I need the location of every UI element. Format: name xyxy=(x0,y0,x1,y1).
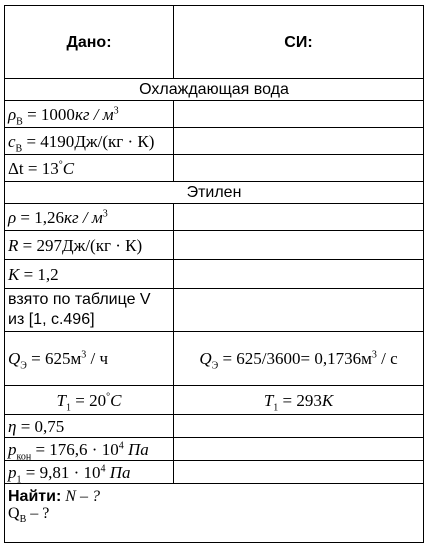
section-cooling-water: Охлаждающая вода xyxy=(5,79,424,101)
taken-si-cell xyxy=(174,289,424,332)
delta-t-si-cell xyxy=(174,155,424,182)
header-si: СИ: xyxy=(174,6,424,79)
t1-si-cell: $T_1 = 293К$ xyxy=(174,386,424,415)
find-item-q: $Q_В$ – ? xyxy=(8,505,50,526)
p1-cell: $p_1 = 9,81 \cdot 10^4$ Па xyxy=(5,461,174,484)
find-cell xyxy=(5,484,424,543)
gas-constant-si-cell xyxy=(174,231,424,260)
flow-rate-si-cell: $Q_Э = 625/3600= 0,1736м^3 / с$ xyxy=(174,332,424,386)
taken-from-table-cell: взято по таблице V из [1, с.496] xyxy=(5,289,174,332)
rho-ethylene-cell: $\rho = 1,26кг / м^3$ xyxy=(5,204,174,231)
header-given: Дано: xyxy=(5,6,174,79)
k-cell: K = 1,2 xyxy=(5,260,174,289)
t1-cell: $T_1 = 20^\circ C$ xyxy=(5,386,174,415)
k-si-cell xyxy=(174,260,424,289)
eta-cell: η = 0,75 xyxy=(5,415,174,438)
flow-rate-cell: $Q_Э = 625м^3 / ч$ xyxy=(5,332,174,386)
given-data-table xyxy=(4,5,424,543)
rho-water-si-cell xyxy=(174,101,424,128)
gas-constant-cell: R = 297Дж/(кг · К) xyxy=(5,231,174,260)
find-label: Найти: xyxy=(8,488,62,505)
find-item-n: N – ? xyxy=(61,488,100,505)
p-kon-cell: $p_{кон} = 176,6 \cdot 10^4$ Па xyxy=(5,438,174,461)
c-water-cell: $c_В = 4190Дж/(кг \cdot К)$ xyxy=(5,128,174,155)
rho-ethylene-si-cell xyxy=(174,204,424,231)
p-kon-si-cell xyxy=(174,438,424,461)
rho-water-cell: $\rho_В = 1000кг / м^3$ xyxy=(5,101,174,128)
eta-si-cell xyxy=(174,415,424,438)
delta-t-cell: Δt = 13°C xyxy=(5,155,174,182)
c-water-si-cell xyxy=(174,128,424,155)
section-ethylene: Этилен xyxy=(5,182,424,204)
p1-si-cell xyxy=(174,461,424,484)
